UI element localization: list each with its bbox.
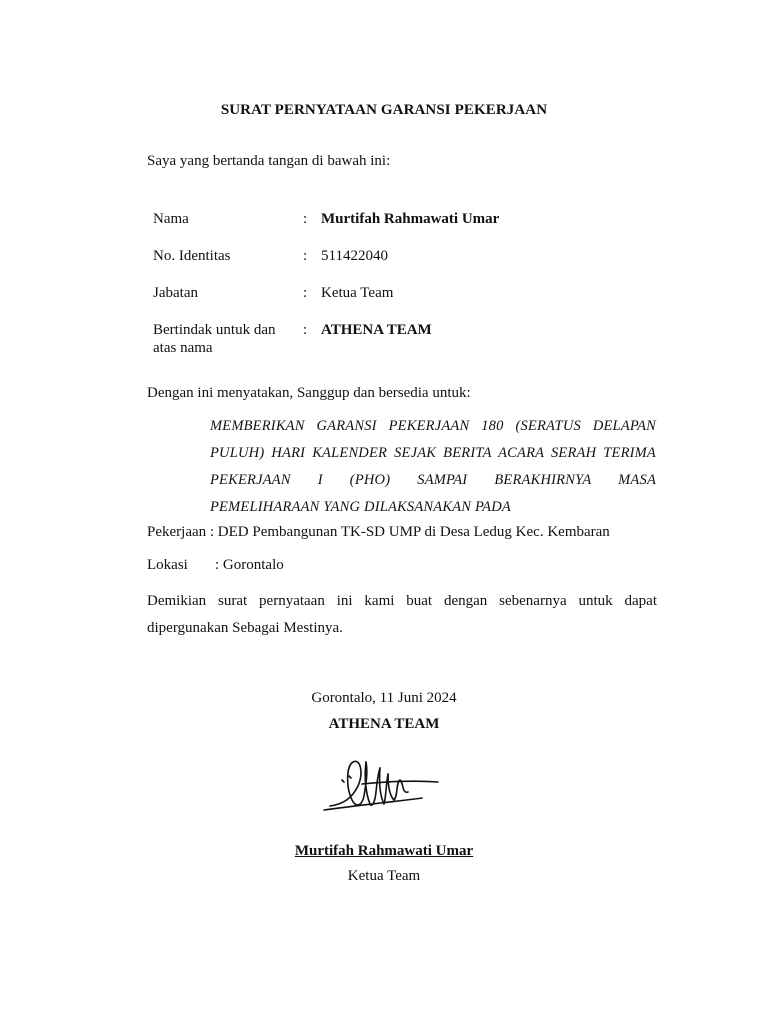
closing-text: Demikian surat pernyataan ini kami buat dengan sebenarnya untuk dapat dipergunakan Sebagai Mestinya. [147, 593, 657, 636]
organization-name: ATHENA TEAM [328, 716, 440, 732]
work-text: Pekerjaan : DED Pembangunan TK-SD UMP di Desa Ledug Kec. Kembaran [147, 524, 610, 540]
place-date: Gorontalo, 11 Juni 2024 [311, 690, 457, 706]
statement-main: MEMBERIKAN GARANSI PEKERJAAN 180 (SERATUS DELAPAN PULUH) HARI KALENDER SEJAK BERITA ACARA SERAH TERIMA PEKERJAAN I (PHO) SAMPAI BERAKHIRNYA MASA [210, 418, 656, 488]
field-row-position [153, 284, 673, 302]
field-value-id: 511422040 [321, 248, 388, 264]
field-label: Bertindak untuk dan atas nama [153, 322, 276, 356]
identity-table [153, 210, 673, 376]
field-row-on-behalf [153, 321, 673, 357]
location-line [147, 557, 284, 574]
field-value-position: Ketua Team [321, 285, 394, 301]
field-separator: : [303, 211, 308, 227]
signer-name: Murtifah Rahmawati Umar [294, 843, 474, 859]
statement-block [210, 413, 656, 521]
field-separator: : [303, 285, 308, 301]
document-title: SURAT PERNYATAAN GARANSI PEKERJAAN [220, 102, 548, 118]
field-value-name: Murtifah Rahmawati Umar [321, 211, 500, 227]
field-separator: : [303, 248, 308, 264]
field-label: Nama [153, 211, 189, 227]
declaration-text: Dengan ini menyatakan, Sanggup dan bersedia untuk: [147, 385, 471, 401]
intro-text: Saya yang bertanda tangan di bawah ini: [147, 153, 391, 169]
field-separator: : [303, 322, 308, 338]
field-row-name [153, 210, 673, 228]
field-label: No. Identitas [153, 248, 231, 264]
location-label: Lokasi [147, 557, 188, 573]
statement-last: PEMELIHARAAN YANG DILAKSANAKAN PADA [210, 499, 511, 515]
signature-image [322, 748, 444, 818]
field-row-id [153, 247, 673, 265]
field-value-organization: ATHENA TEAM [321, 322, 432, 338]
signer-role: Ketua Team [347, 868, 421, 884]
location-value: : Gorontalo [215, 557, 284, 573]
field-label: Jabatan [153, 285, 198, 301]
